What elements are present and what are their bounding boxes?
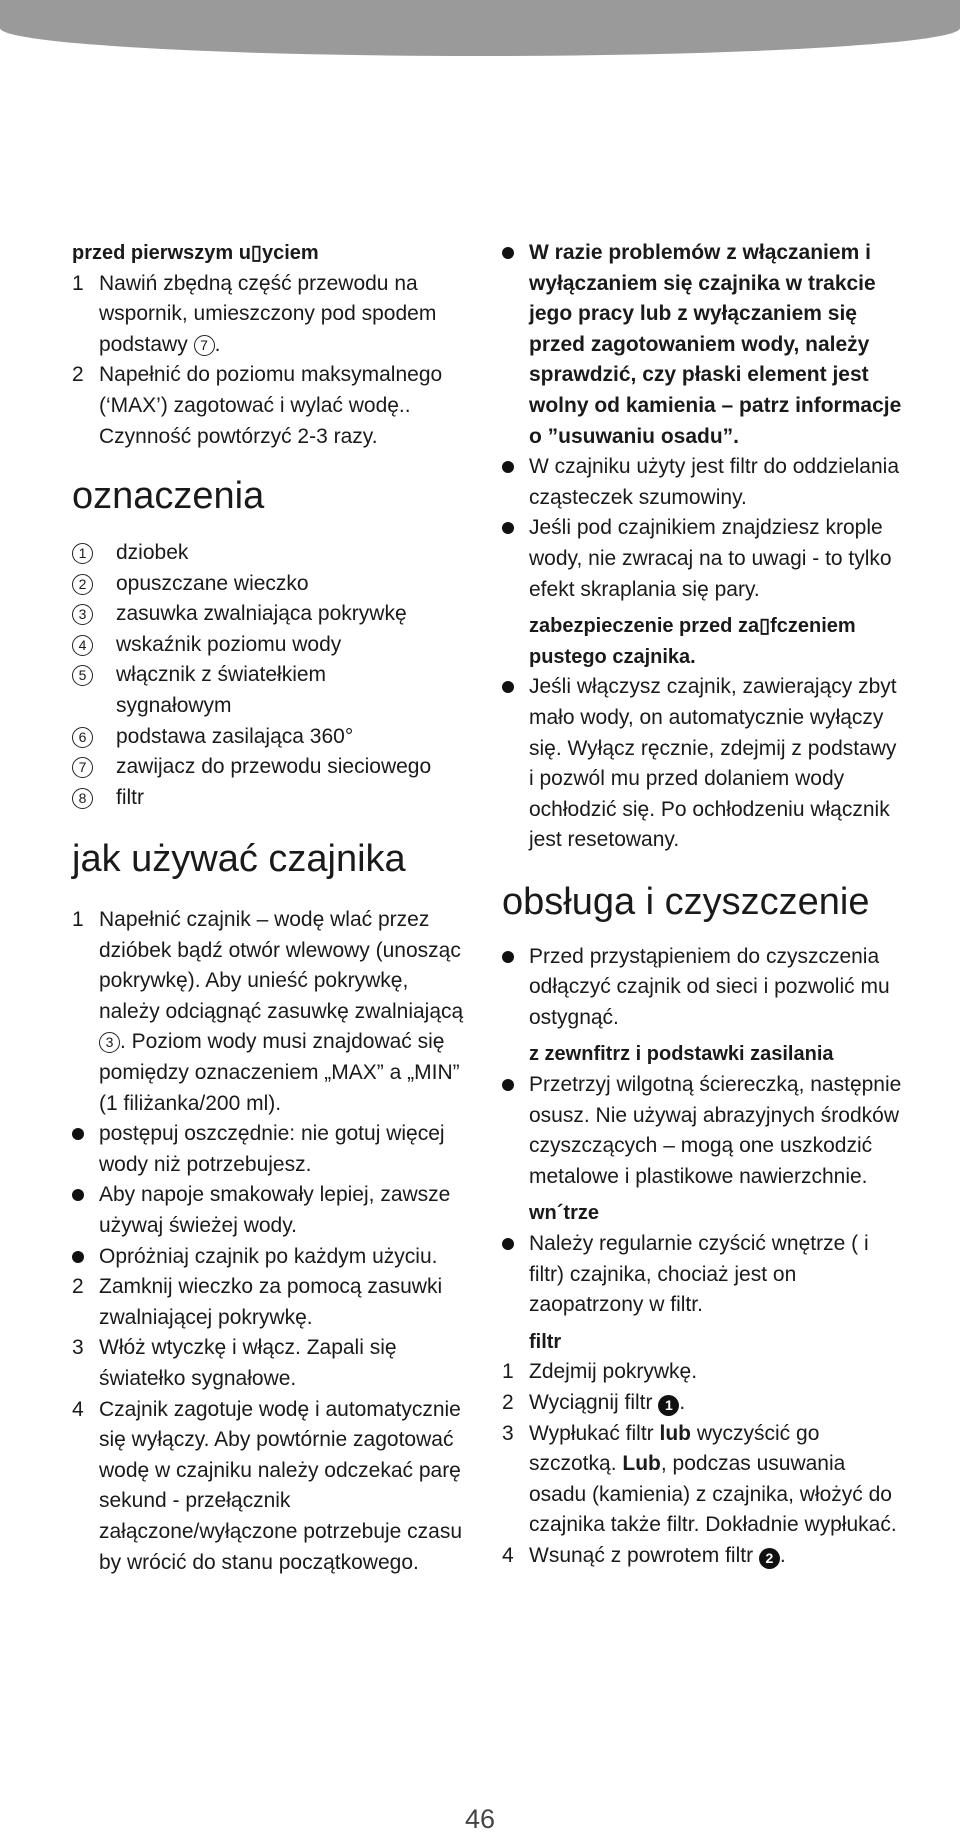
first-use-step: 2 Napełnić do poziomu maksymalnego (‘MAX’) zagotować i wylać wodę.. Czynność powtórzyć 2-3 razy.: [72, 363, 443, 448]
number-circle-icon: 7: [72, 757, 93, 778]
legend-item: 7 zawijacz do przewodu sieciowego: [72, 752, 472, 783]
warning-bullet: W razie problemów z włączaniem i wyłączaniem się czajnika w trakcie jego pracy lub z wyłączaniem się przed zagotowaniem wody, należy sprawdzić, czy płaski element jest wolny od kamienia – patrz informacje o ”usuwaniu osadu”.: [502, 238, 902, 452]
legend-heading: oznaczenia: [72, 475, 265, 518]
legend-item: 8 filtr: [72, 783, 472, 814]
legend-item: 6 podstawa zasilająca 360°: [72, 722, 472, 753]
filter-step: 1 Zdejmij pokrywkę.: [502, 1360, 698, 1384]
legend-item: 1 dziobek: [72, 538, 472, 569]
number-circle-icon: 8: [72, 788, 93, 809]
number-circle-icon: 2: [72, 574, 93, 595]
bullet-icon: [72, 1128, 84, 1140]
info-bullet: W czajniku użyty jest filtr do oddzielania cząsteczek szumowiny.: [502, 452, 902, 513]
bullet-icon: [502, 461, 514, 473]
legend-item: 2 opuszczane wieczko: [72, 569, 472, 600]
legend-list: [72, 538, 472, 813]
bullet-icon: [72, 1251, 84, 1263]
info-bullet: Jeśli pod czajnikiem znajdziesz krople wody, nie zwracaj na to uwagi - to tylko efekt skraplania się pary.: [502, 513, 902, 605]
usage-step: 1 Napełnić czajnik – wodę wlać przez dzióbek bądź otwór wlewowy (unosząc pokrywkę). Aby unieść pokrywkę, należy odciągnąć zasuwkę zwalniającą 3 . Poziom wody musi znajdować się pomiędzy oznaczeniem „MAX” a „MIN” (1 filiżanka/200 ml).: [72, 908, 464, 1115]
first-use-step: 1 Nawiń zbędną część przewodu na wspornik, umieszczony pod spodem podstawy 7 .: [72, 271, 437, 356]
page-number: 46: [464, 1804, 496, 1834]
number-circle-icon: 6: [72, 727, 93, 748]
number-circle-icon: 1: [72, 543, 93, 564]
filter-step: 3 Wypłukać filtr lub wyczyścić go szczotką. Lub, podczas usuwania osadu (kamienia) z czajnika, włożyć do czajnika także filtr. Dokładnie wypłukać.: [502, 1421, 897, 1537]
bullet-icon: [502, 1079, 514, 1091]
usage-bullet: Opróżniaj czajnik po każdym użyciu.: [72, 1242, 472, 1273]
usage-bullet: Aby napoje smakowały lepiej, zawsze używaj świeżej wody.: [72, 1180, 472, 1241]
left-column: [72, 238, 472, 1578]
dry-boil-heading: zabezpieczenie przed za▯fczeniem pustego czajnika.: [529, 615, 856, 668]
inside-bullet: Należy regularnie czyścić wnętrze ( i filtr) czajnika, chociaż jest on zaopatrzony w filtr.: [502, 1229, 902, 1321]
filter-step: 4 Wsunąć z powrotem filtr 2 .: [502, 1543, 786, 1567]
care-heading: obsługa i czyszczenie: [502, 880, 870, 923]
figure-ref-icon: 2: [759, 1548, 780, 1569]
first-use-heading: przed pierwszym u▯yciem: [72, 242, 319, 264]
filter-step: 2 Wyciągnij filtr 1 .: [502, 1390, 686, 1414]
legend-item: 3 zasuwka zwalniająca pokrywkę: [72, 599, 472, 630]
ref-circle-icon: 3: [99, 1032, 120, 1053]
care-bullet: Przed przystąpieniem do czyszczenia odłączyć czajnik od sieci i pozwolić mu ostygnąć.: [502, 942, 902, 1034]
figure-ref-icon: 1: [658, 1395, 679, 1416]
number-circle-icon: 5: [72, 665, 93, 686]
bullet-icon: [502, 522, 514, 534]
outside-heading: z zewnfitrz i podstawki zasilania: [529, 1043, 834, 1066]
usage-step: 4 Czajnik zagotuje wodę i automatycznie się wyłączy. Aby powtórnie zagotować wodę w czajniku należy odczekać parę sekund - przełącznik załączone/wyłączone potrzebuje czasu by wrócić do stanu początkowego.: [72, 1397, 463, 1574]
bullet-icon: [502, 1238, 514, 1250]
usage-step: 3 Włóż wtyczkę i włącz. Zapali się światełko sygnałowe.: [72, 1336, 397, 1390]
number-circle-icon: 3: [72, 604, 93, 625]
legend-item: 4 wskaźnik poziomu wody: [72, 630, 472, 661]
bullet-icon: [502, 951, 514, 963]
ref-circle-icon: 7: [194, 335, 215, 356]
top-decorative-band: [0, 0, 960, 56]
number-circle-icon: 4: [72, 635, 93, 656]
outside-bullet: Przetrzyj wilgotną ściereczką, następnie osusz. Nie używaj abrazyjnych środków czyszczących – mogą one uszkodzić metalowe i plastikowe nawierzchnie.: [502, 1070, 902, 1192]
bullet-icon: [502, 681, 514, 693]
inside-heading: wn´trze: [529, 1202, 599, 1225]
usage-heading: jak używać czajnika: [72, 838, 406, 881]
bullet-icon: [502, 247, 514, 259]
dry-boil-bullet: Jeśli włączysz czajnik, zawierający zbyt mało wody, on automatycznie wyłączy się. Wyłącz ręcznie, zdejmij z podstawy i pozwól mu przed dolaniem wody ochłodzić się. Po ochłodzeniu włącznik jest resetowany.: [502, 672, 902, 856]
right-column: [502, 238, 902, 1572]
legend-item: 5 włącznik z światełkiem sygnałowym: [72, 660, 472, 721]
usage-step: 2 Zamknij wieczko za pomocą zasuwki zwalniającej pokrywkę.: [72, 1275, 443, 1329]
bullet-icon: [72, 1189, 84, 1201]
usage-bullet: postępuj oszczędnie: nie gotuj więcej wody niż potrzebujesz.: [72, 1119, 472, 1180]
filter-heading: filtr: [529, 1330, 562, 1353]
